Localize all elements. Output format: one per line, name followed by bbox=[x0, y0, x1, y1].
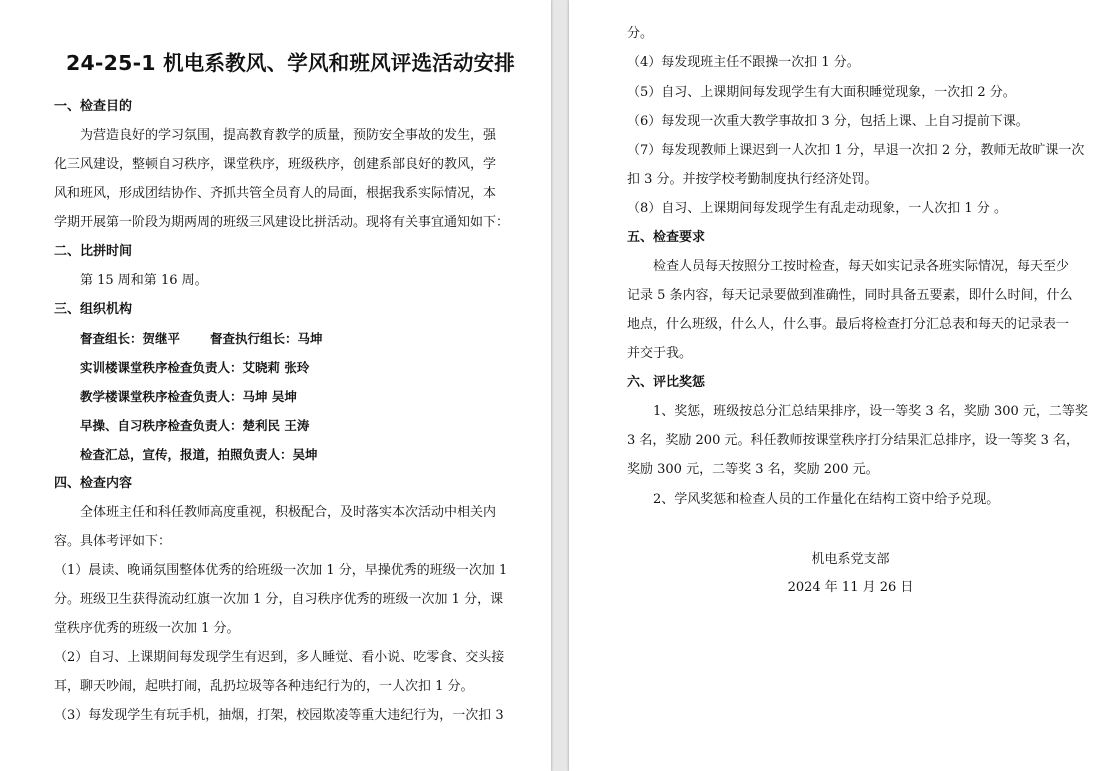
list-item-line: （3）每发现学生有玩手机，抽烟，打架，校园欺凌等重大违纪行为，一次扣 3 bbox=[54, 708, 504, 723]
org-line: 早操、自习秩序检查负责人：楚利民 王涛 bbox=[80, 418, 310, 433]
section-heading-time: 二、比拼时间 bbox=[54, 244, 133, 259]
paragraph-line: 并交于我。 bbox=[627, 346, 693, 361]
paragraph-line: 风和班风，形成团结协作、齐抓共管全员育人的局面，根据我系实际情况，本 bbox=[54, 186, 497, 201]
section-heading-rewards: 六、评比奖惩 bbox=[627, 375, 706, 390]
section-heading-content: 四、检查内容 bbox=[54, 476, 133, 491]
section-heading-organization: 三、组织机构 bbox=[54, 302, 133, 317]
paragraph-line: 记录 5 条内容，每天记录要做到准确性，同时具备五要素，即什么时间，什么 bbox=[627, 288, 1073, 303]
list-item-line: （5）自习、上课期间每发现学生有大面积睡觉现象，一次扣 2 分。 bbox=[627, 85, 1016, 100]
list-item-line: 分。班级卫生获得流动红旗一次加 1 分，自习秩序优秀的班级一次加 1 分，课 bbox=[54, 592, 504, 607]
org-leaders-line bbox=[80, 329, 323, 349]
org-exec-leader: 督查执行组长：马坤 bbox=[210, 331, 323, 346]
org-line: 检查汇总，宣传，报道，拍照负责人：吴坤 bbox=[80, 447, 318, 462]
list-item-line: 耳，聊天吵闹，起哄打闹，乱扔垃圾等各种违纪行为的，一人次扣 1 分。 bbox=[54, 679, 474, 694]
paragraph-line: 检查人员每天按照分工按时检查，每天如实记录各班实际情况，每天至少 bbox=[653, 259, 1070, 274]
signature-date: 2024 年 11 月 26 日 bbox=[787, 580, 914, 595]
list-item-line: （6）每发现一次重大教学事故扣 3 分，包括上课、上自习提前下课。 bbox=[627, 114, 1029, 129]
list-item-line: 堂秩序优秀的班级一次加 1 分。 bbox=[54, 621, 240, 636]
paragraph-line: 奖励 300 元，二等奖 3 名，奖励 200 元。 bbox=[627, 462, 879, 477]
paragraph-line: 全体班主任和科任教师高度重视，积极配合，及时落实本次活动中相关内 bbox=[80, 505, 497, 520]
org-leader: 督查组长：贺继平 bbox=[80, 331, 181, 346]
paragraph-line: 1、奖惩，班级按总分汇总结果排序，设一等奖 3 名，奖励 300 元，二等奖 bbox=[653, 404, 1088, 419]
list-item-line: 扣 3 分。并按学校考勤制度执行经济处罚。 bbox=[627, 172, 878, 187]
paragraph-line: 第 15 周和第 16 周。 bbox=[80, 273, 208, 288]
paragraph-line: 3 名，奖励 200 元。科任教师按课堂秩序打分结果汇总排序，设一等奖 3 名， bbox=[627, 433, 1080, 448]
list-item-line: 分。 bbox=[627, 26, 654, 41]
org-line: 教学楼课堂秩序检查负责人：马坤 吴坤 bbox=[80, 389, 297, 404]
section-heading-requirements: 五、检查要求 bbox=[627, 230, 706, 245]
document-title: 24-25-1 机电系教风、学风和班风评选活动安排 bbox=[66, 51, 515, 75]
list-item-line: （4）每发现班主任不跟操一次扣 1 分。 bbox=[627, 55, 860, 70]
list-item-line: （8）自习、上课期间每发现学生有乱走动现象，一人次扣 1 分 。 bbox=[627, 201, 1007, 216]
document-page-right bbox=[569, 0, 1116, 771]
paragraph-line: 2、学风奖惩和检查人员的工作量化在结构工资中给予兑现。 bbox=[653, 492, 1000, 507]
document-page-left bbox=[0, 0, 551, 771]
paragraph-line: 容。具体考评如下： bbox=[54, 534, 172, 549]
list-item-line: （7）每发现教师上课迟到一人次扣 1 分，早退一次扣 2 分，教师无故旷课一次 bbox=[627, 143, 1085, 158]
paragraph-line: 地点，什么班级，什么人，什么事。最后将检查打分汇总表和每天的记录表一 bbox=[627, 317, 1070, 332]
list-item-line: （2）自习、上课期间每发现学生有迟到，多人睡觉、看小说、吃零食、交头接 bbox=[54, 650, 505, 665]
signature-organization: 机电系党支部 bbox=[811, 552, 890, 567]
list-item-line: （1）晨读、晚诵氛围整体优秀的给班级一次加 1 分，早操优秀的班级一次加 1 bbox=[54, 563, 508, 578]
paragraph-line: 学期开展第一阶段为期两周的班级三风建设比拼活动。现将有关事宜通知如下： bbox=[54, 215, 510, 230]
org-line: 实训楼课堂秩序检查负责人：艾晓莉 张玲 bbox=[80, 360, 310, 375]
section-heading-purpose: 一、检查目的 bbox=[54, 99, 133, 114]
paragraph-line: 化三风建设，整顿自习秩序，课堂秩序，班级秩序，创建系部良好的教风，学 bbox=[54, 157, 497, 172]
paragraph-line: 为营造良好的学习氛围，提高教育教学的质量，预防安全事故的发生，强 bbox=[80, 128, 497, 143]
